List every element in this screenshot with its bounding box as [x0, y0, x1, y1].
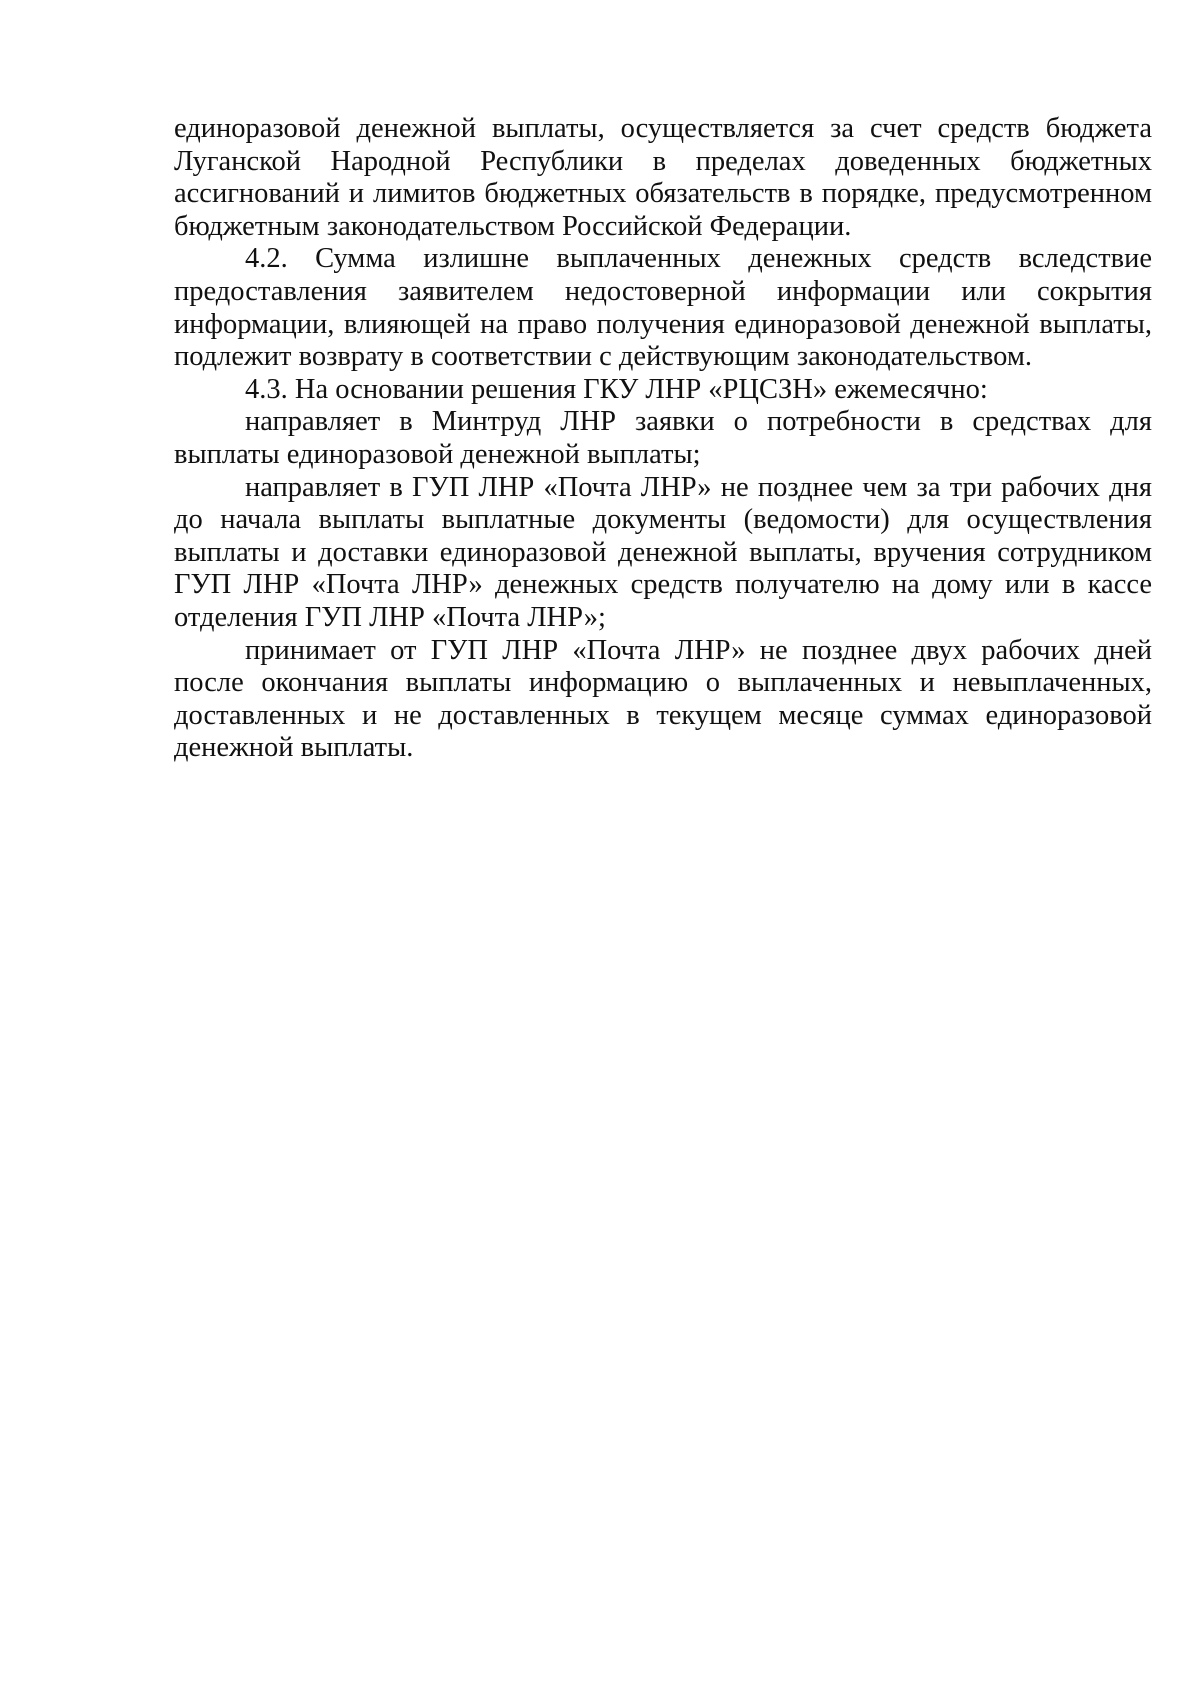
paragraph-funding-source: единоразовой денежной выплаты, осуществляется за счет средств бюджета Луганской Народной Республики в пределах доведенных бюджетных ассигнований и лимитов бюджетных обязательств в порядке, предусмотренном бюджетным законодательством Российской Федерации. — [174, 113, 1152, 242]
paragraph-mintrud-requests: направляет в Минтруд ЛНР заявки о потребности в средствах для выплаты единоразовой денежной выплаты; — [174, 406, 1152, 470]
paragraph-post-payment-documents: направляет в ГУП ЛНР «Почта ЛНР» не позднее чем за три рабочих дня до начала выплаты выплатные документы (ведомости) для осуществления выплаты и доставки единоразовой денежной выплаты, вручения сотрудником ГУП ЛНР «Почта ЛНР» денежных средств получателю на дому или в кассе отделения ГУП ЛНР «Почта ЛНР»; — [174, 471, 1152, 633]
paragraph-4-3-monthly-duties: 4.3. На основании решения ГКУ ЛНР «РЦСЗН» ежемесячно: — [245, 373, 988, 405]
paragraph-4-2-overpayment-return: 4.2. Сумма излишне выплаченных денежных средств вследствие предоставления заявителем недостоверной информации или сокрытия информации, влияющей на право получения единоразовой денежной выплаты, подлежит возврату в соответствии с действующим законодательством. — [174, 243, 1152, 373]
paragraph-payment-information: принимает от ГУП ЛНР «Почта ЛНР» не позднее двух рабочих дней после окончания выплаты информацию о выплаченных и невыплаченных, доставленных и не доставленных в текущем месяце суммах единоразовой денежной выплаты. — [174, 634, 1152, 764]
document-body — [174, 113, 1152, 765]
